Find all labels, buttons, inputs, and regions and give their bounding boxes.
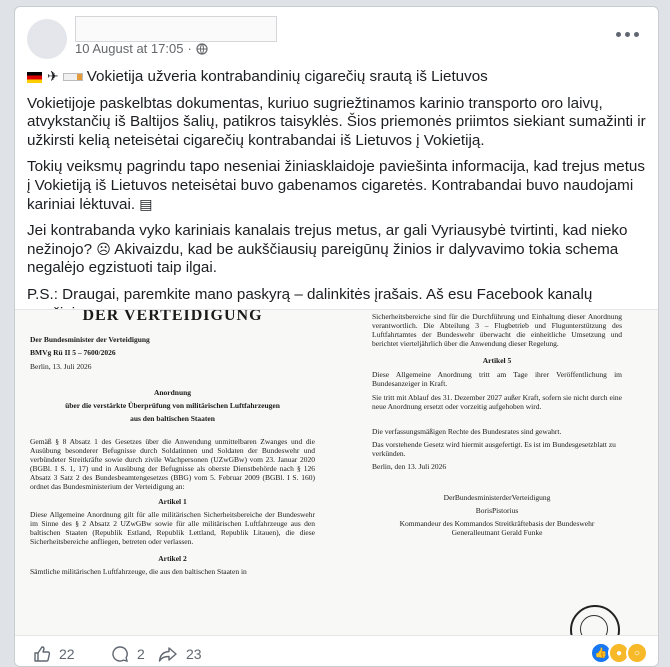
share-icon (158, 645, 178, 663)
comment-button[interactable] (111, 645, 145, 663)
surprised-reaction-icon: ○ (626, 642, 648, 664)
airplane-icon: ✈ (47, 69, 59, 85)
reaction-summary[interactable] (590, 642, 648, 664)
official-seal (570, 605, 620, 636)
comment-icon (111, 645, 129, 663)
thumbs-up-icon (33, 645, 51, 663)
avatar[interactable] (27, 19, 67, 59)
post-card (14, 6, 659, 667)
thinking-face-icon: ☹ (96, 241, 111, 258)
timestamp[interactable]: 10 August at 17:05 (75, 41, 184, 56)
author-name-redacted[interactable] (75, 16, 277, 42)
post-meta: 10 August at 17:05 · (75, 41, 208, 56)
germany-flag-icon (27, 72, 42, 83)
paragraph-2: Tokių veiksmų pagrindu tapo neseniai žiniasklaidoje paviešinta informacija, kad trejus metus į Vokietiją iš Lietuvos neteisėtai buvo gabenamos cigaretės. Kontrabandai buvo naudojami kariniai lėktuvai. ▤ (27, 158, 645, 213)
document-right-page: Sicherheitsbereiche sind für die Durchführung und Einhaltung dieser Anordnung verantwortlich. Die Abteilung 3 – Flugbetrieb und Flugunterstützung des Luftfahrtamtes der Bundeswehr überwacht die einheitliche Umsetzung und berichtet vierteljährlich über die Anwendung dieser Regelung. Artikel 5 Diese Allgemeine Anordnung tritt am Tage ihrer Veröffentlichung im Bundesanzeiger in Kraft. Sie tritt mit Ablauf des 31. Dezember 2027 außer Kraft, sofern sie nicht durch eine neue Anordnung ersetzt oder vorzeitig aufgehoben wird. Die verfassungsmäßigen Rechte des Bundesrates sind gewahrt. Das vorstehende Gesetz wird hiermit ausgefertigt. Es ist im Bundesgesetzblatt zu verkünden. Berlin, den 13. Juli 2026 DerBundesministerderVerteidigung BorisPistorius Kommandeur des Kommandos Streitkräftebasis der Bundeswehr Generalleutnant Gerald Funke (372, 312, 622, 537)
cigarette-icon (63, 73, 83, 81)
share-button[interactable] (158, 645, 202, 663)
doc-header: DER VERTEIDIGUNG (82, 309, 263, 324)
document-left-page: DER VERTEIDIGUNG Der Bundesminister der Verteidigung BMVg Rü II 5 – 7600/2026 Berlin, 13. Juli 2026 Anordnung über die verstärkte Überprüfung von militärischen Luftfahrzeugen aus den baltischen Staaten Gemäß § 8 Absatz 1 des Gesetzes über die Anwendung unmittelbaren Zwanges und die Ausübung besonderer Befugnisse durch Soldatinnen und Soldaten der Bundeswehr und verbündeter Streitkräfte sowie durch zivile Wachpersonen (UZwGBw) vom 23. Januar 2020 (BGBl. I S. 1, 17) und in Ausübung der Befugnisse als oberste Dienstbehörde nach § 126 Absatz 3 Satz 2 des Bundesbeamtengesetzes (BBG) vom 5. Februar 2009 (BGBl. I S. 160) ordnet das Bundesministerium der Verteidigung an: Artikel 1 Diese Allgemeine Anordnung gilt für alle militärischen Sicherheitsbereiche der Bundeswehr im Sinne des § 2 Absatz 2 UZwGBw sowie für alle militärischen Luftfahrzeuge aus den baltischen Staaten (Republik Estland, Republik Lettland, Republik Litauen), die diese Sicherheitsbereiche anfliegen, betreten oder verlassen. Artikel 2 Sämtliche militärischen Luftfahrzeuge, die aus den baltischen Staaten in (30, 309, 315, 576)
like-reaction-icon: 👍 (590, 642, 612, 664)
wow-reaction-icon: ● (608, 642, 630, 664)
document-image[interactable] (15, 309, 658, 636)
paragraph-1: Vokietijoje paskelbtas dokumentas, kuriuo sugriežtinamos karinio transporto oro laivų, atvykstančių iš Baltijos šalių, patikros taisyklės. Šios priemonės priimtos siekiant sumažinti ir užkirsti kelią neteisėtai cigarečių kontrabandai iš Lietuvos į Vokietiją. (27, 94, 646, 149)
post-headline: ✈ Vokietija užveria kontrabandinių cigarečių srautą iš Lietuvos (27, 68, 647, 87)
share-count: 23 (186, 646, 202, 662)
globe-icon (196, 43, 208, 55)
post-footer (15, 635, 658, 667)
paragraph-3: Jei kontrabanda vyko kariniais kanalais trejus metus, ar gali Vyriausybė tvirtinti, kad nieko nežinojo? ☹ Akivaizdu, kad be aukščiausių pareigūnų žinios ir dalyvavimo tokia schema negalėjo egzistuoti taip ilgai. (27, 222, 628, 277)
paragraph-4: P.S.: Draugai, paremkite mano paskyrą – dalinkitės įrašais. Aš esu Facebook kanalų (27, 286, 647, 342)
more-options-icon[interactable] (616, 29, 642, 39)
newspaper-icon: ▤ (139, 196, 153, 213)
comment-count: 2 (137, 646, 145, 662)
like-count: 22 (59, 646, 75, 662)
post-text (27, 68, 647, 350)
like-button[interactable] (33, 645, 75, 663)
